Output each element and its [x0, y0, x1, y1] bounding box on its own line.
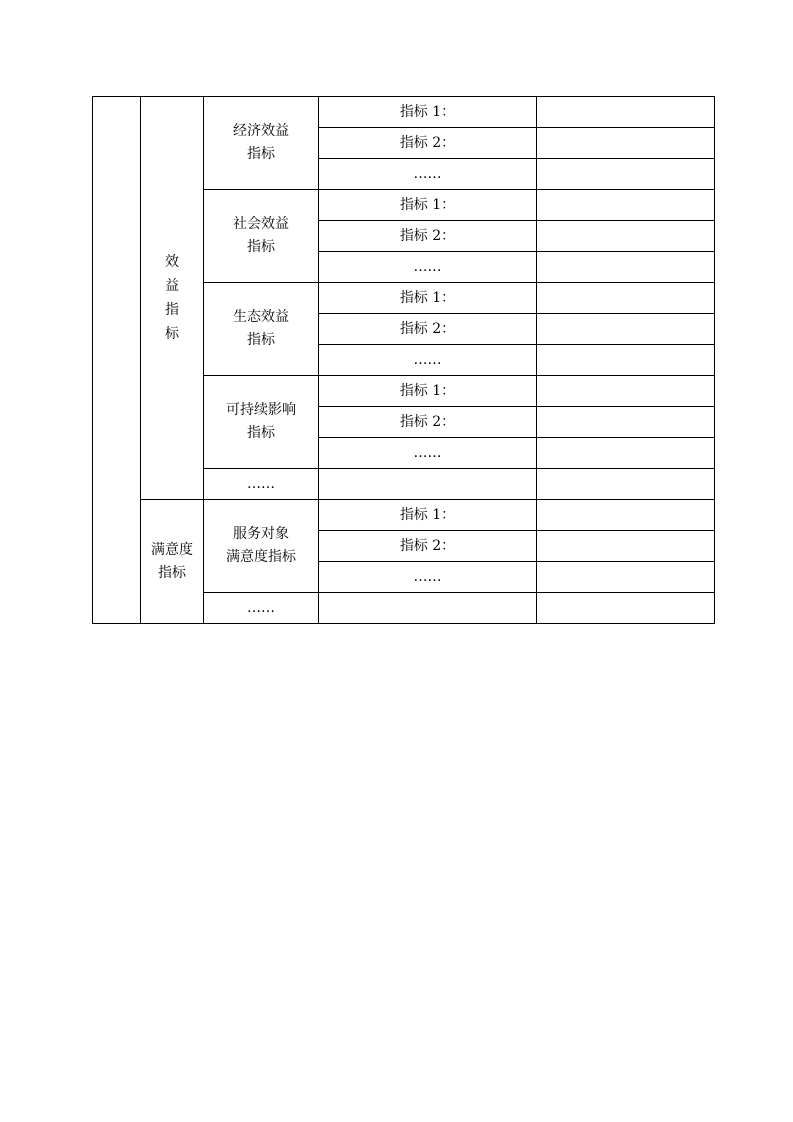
- indicator-name-cell: 指标 1：: [319, 500, 537, 531]
- satisfaction-more-label: ……: [204, 593, 319, 624]
- ecological-benefit-line1: 生态效益: [233, 309, 289, 325]
- performance-indicator-table: [92, 96, 715, 624]
- indicator-value-cell[interactable]: [537, 500, 715, 531]
- social-benefit-label: [204, 190, 319, 283]
- satisfaction-indicator-label: [141, 500, 204, 624]
- benefit-indicator-text: 效益指标: [165, 254, 179, 342]
- indicator-value-cell[interactable]: [537, 128, 715, 159]
- indicator-value-cell[interactable]: [537, 221, 715, 252]
- sustainable-impact-line1: 可持续影响: [226, 402, 296, 418]
- indicator-name-cell: ……: [319, 159, 537, 190]
- economic-benefit-line1: 经济效益: [233, 123, 289, 139]
- indicator-value-cell[interactable]: [537, 283, 715, 314]
- sustainable-impact-label: [204, 376, 319, 469]
- indicator-value-cell[interactable]: [537, 190, 715, 221]
- indicator-value-cell[interactable]: [537, 97, 715, 128]
- ecological-benefit-line2: 指标: [247, 332, 275, 348]
- indicator-name-cell: ……: [319, 252, 537, 283]
- indicator-value-cell[interactable]: [537, 438, 715, 469]
- indicator-value-cell[interactable]: [537, 345, 715, 376]
- service-satisfaction-line2: 满意度指标: [226, 549, 296, 565]
- indicator-name-cell: 指标 2：: [319, 407, 537, 438]
- indicator-name-cell: 指标 1：: [319, 97, 537, 128]
- indicator-name-cell: ……: [319, 438, 537, 469]
- service-satisfaction-label: [204, 500, 319, 593]
- level1-cell: [93, 97, 141, 624]
- economic-benefit-label: [204, 97, 319, 190]
- indicator-value-cell[interactable]: [537, 562, 715, 593]
- indicator-name-cell: ……: [319, 345, 537, 376]
- service-satisfaction-line1: 服务对象: [233, 526, 289, 542]
- benefit-indicator-label: [141, 97, 204, 500]
- indicator-value-cell[interactable]: [537, 593, 715, 624]
- ecological-benefit-label: [204, 283, 319, 376]
- indicator-name-cell: ……: [319, 562, 537, 593]
- indicator-name-cell: [319, 469, 537, 500]
- indicator-name-cell: 指标 1：: [319, 283, 537, 314]
- indicator-name-cell: 指标 2：: [319, 221, 537, 252]
- social-benefit-line1: 社会效益: [233, 216, 289, 232]
- indicator-value-cell[interactable]: [537, 469, 715, 500]
- indicator-name-cell: 指标 1：: [319, 376, 537, 407]
- indicator-value-cell[interactable]: [537, 407, 715, 438]
- table-row: [93, 97, 715, 128]
- indicator-name-cell: 指标 2：: [319, 531, 537, 562]
- indicator-name-cell: 指标 2：: [319, 128, 537, 159]
- indicator-value-cell[interactable]: [537, 252, 715, 283]
- social-benefit-line2: 指标: [247, 239, 275, 255]
- indicator-value-cell[interactable]: [537, 376, 715, 407]
- satisfaction-label-line2: 指标: [158, 564, 186, 581]
- economic-benefit-line2: 指标: [247, 146, 275, 162]
- indicator-name-cell: 指标 2：: [319, 314, 537, 345]
- benefit-more-label: ……: [204, 469, 319, 500]
- indicator-name-cell: [319, 593, 537, 624]
- satisfaction-label-line1: 满意度: [151, 541, 193, 558]
- indicator-value-cell[interactable]: [537, 531, 715, 562]
- indicator-name-cell: 指标 1：: [319, 190, 537, 221]
- indicator-value-cell[interactable]: [537, 159, 715, 190]
- sustainable-impact-line2: 指标: [247, 425, 275, 441]
- indicator-value-cell[interactable]: [537, 314, 715, 345]
- table-row: [93, 500, 715, 531]
